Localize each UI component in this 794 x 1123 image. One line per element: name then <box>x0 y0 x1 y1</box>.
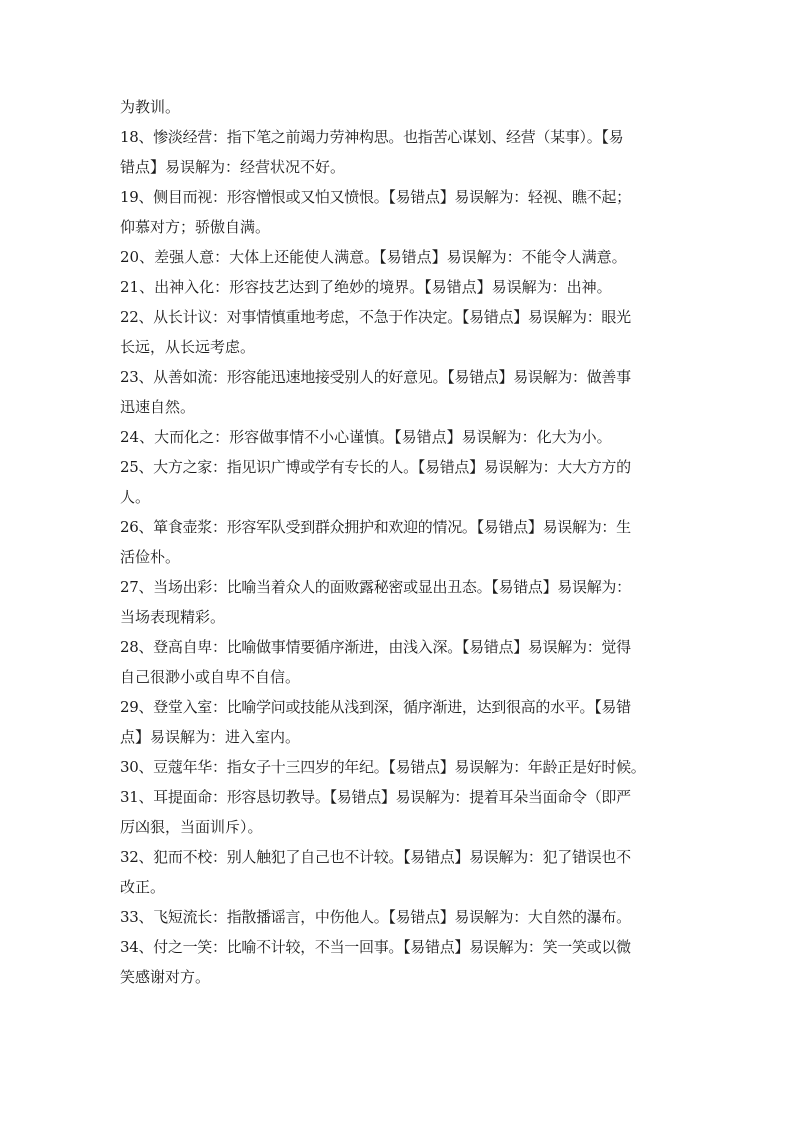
text-line: 迅速自然。 <box>120 398 196 416</box>
text-line: 32、犯而不校：别人触犯了自己也不计较。【易错点】易误解为：犯了错误也不 <box>120 848 631 866</box>
text-line: 27、当场出彩：比喻当着众人的面败露秘密或显出丑态。【易错点】易误解为： <box>120 578 631 596</box>
text-line: 18、惨淡经营：指下笔之前竭力劳神构思。也指苦心谋划、经营（某事）。【易 <box>120 128 624 146</box>
text-line: 34、付之一笑：比喻不计较，不当一回事。【易错点】易误解为：笑一笑或以微 <box>120 938 631 956</box>
text-line: 19、侧目而视：形容憎恨或又怕又愤恨。【易错点】易误解为：轻视、瞧不起； <box>120 188 631 206</box>
text-line: 错点】易误解为：经营状况不好。 <box>120 158 346 176</box>
text-line: 29、登堂入室：比喻学问或技能从浅到深，循序渐进，达到很高的水平。【易错 <box>120 698 631 716</box>
text-line: 24、大而化之：形容做事情不小心谨慎。【易错点】易误解为：化大为小。 <box>120 428 612 446</box>
document-body <box>120 92 680 992</box>
text-line: 当场表现精彩。 <box>120 608 226 626</box>
text-line: 改正。 <box>120 878 166 896</box>
text-line: 21、出神入化：形容技艺达到了绝妙的境界。【易错点】易误解为：出神。 <box>120 278 612 296</box>
text-line: 26、箪食壶浆：形容军队受到群众拥护和欢迎的情况。【易错点】易误解为：生 <box>120 518 631 536</box>
text-line: 25、大方之家：指见识广博或学有专长的人。【易错点】易误解为：大大方方的 <box>120 458 631 476</box>
text-line: 28、登高自卑：比喻做事情要循序渐进，由浅入深。【易错点】易误解为：觉得 <box>120 638 631 656</box>
text-line: 20、差强人意：大体上还能使人满意。【易错点】易误解为：不能令人满意。 <box>120 248 627 266</box>
text-line: 23、从善如流：形容能迅速地接受别人的好意见。【易错点】易误解为：做善事 <box>120 368 631 386</box>
text-line: 22、从长计议：对事情慎重地考虑，不急于作决定。【易错点】易误解为：眼光 <box>120 308 631 326</box>
text-line: 人。 <box>120 488 151 506</box>
text-line: 为教训。 <box>120 98 181 116</box>
text-line: 自己很渺小或自卑不自信。 <box>120 668 301 686</box>
text-line: 活俭朴。 <box>120 548 181 566</box>
text-line: 长远，从长远考虑。 <box>120 338 256 356</box>
text-line: 30、豆蔻年华：指女子十三四岁的年纪。【易错点】易误解为：年龄正是好时候。 <box>120 758 646 776</box>
text-line: 厉凶狠，当面训斥）。 <box>120 818 263 836</box>
text-line: 仰慕对方；骄傲自满。 <box>120 218 271 236</box>
text-line: 点】易误解为：进入室内。 <box>120 728 301 746</box>
text-line: 33、飞短流长：指散播谣言，中伤他人。【易错点】易误解为：大自然的瀑布。 <box>120 908 631 926</box>
text-line: 31、耳提面命：形容恳切教导。【易错点】易误解为：提着耳朵当面命令（即严 <box>120 788 631 806</box>
text-line: 笑感谢对方。 <box>120 968 211 986</box>
